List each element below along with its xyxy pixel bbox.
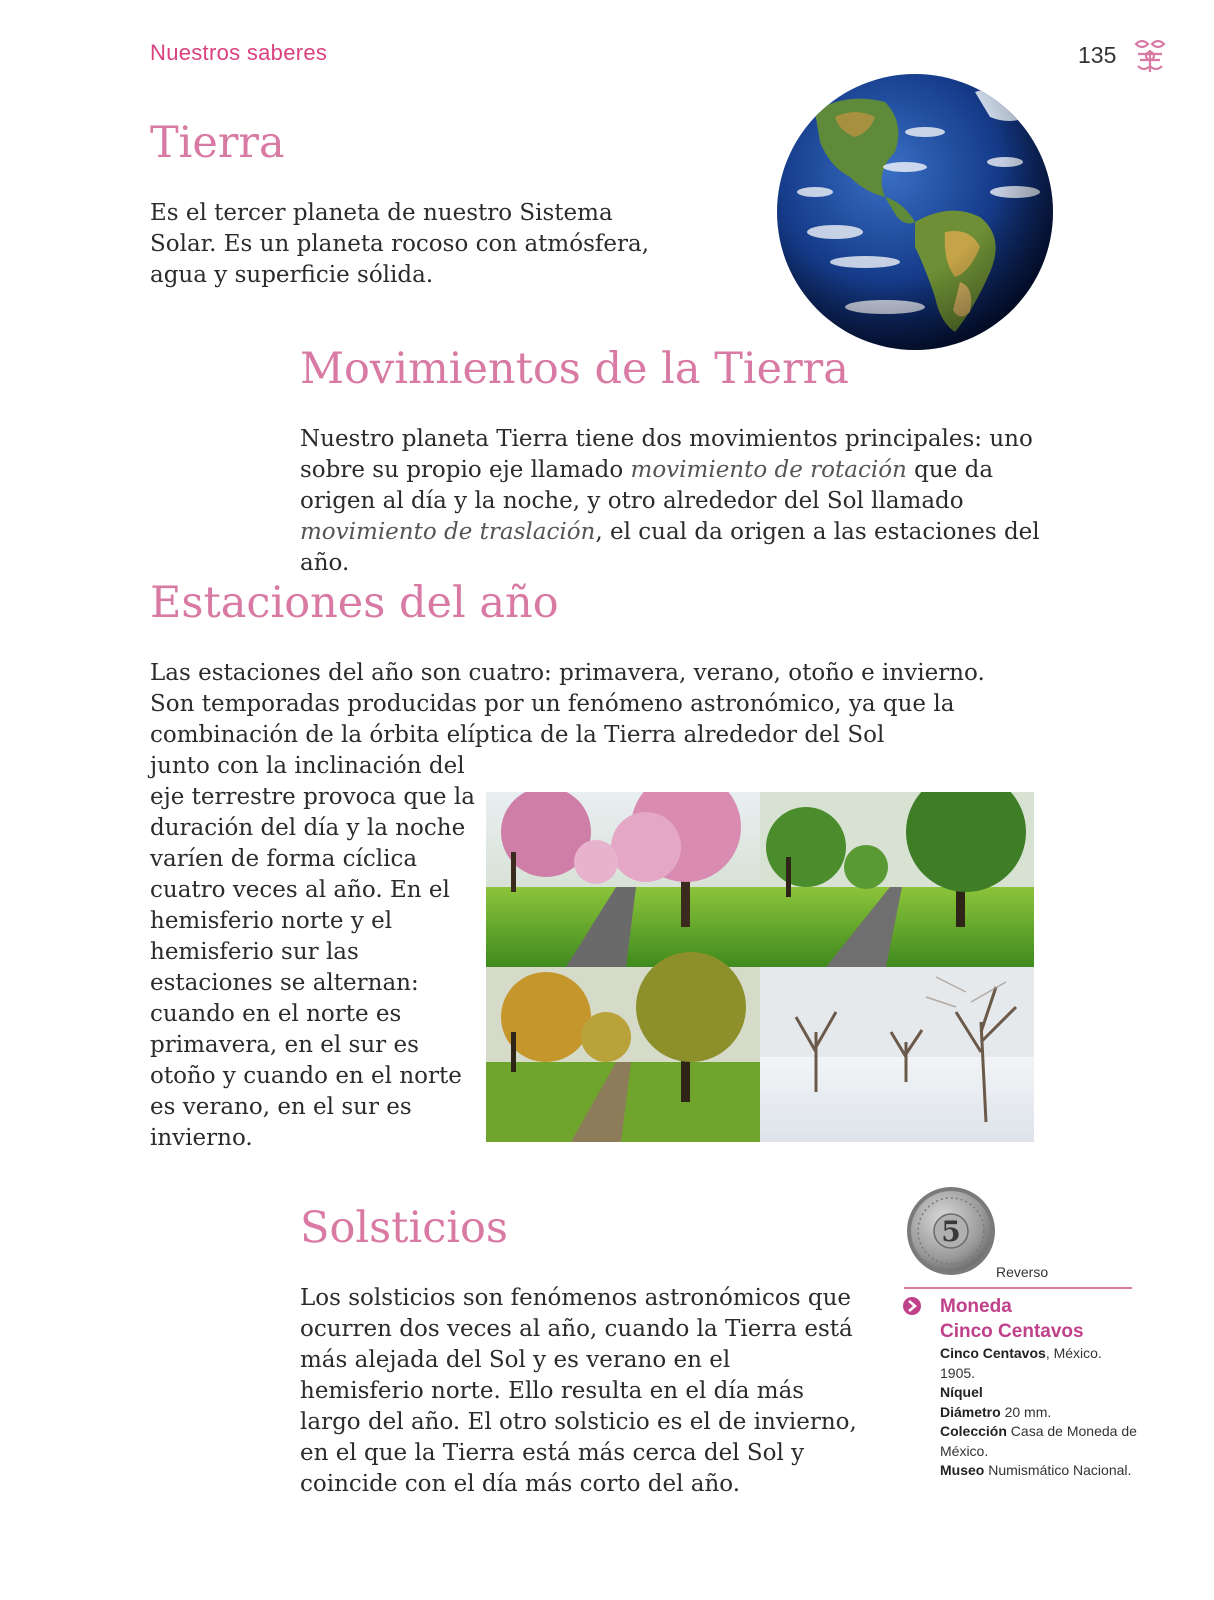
section-label: Nuestros saberes xyxy=(150,40,328,65)
heading-solsticios: Solsticios xyxy=(300,1203,508,1253)
heading-movimientos: Movimientos de la Tierra xyxy=(300,344,849,394)
coin-image xyxy=(906,1186,996,1276)
coin-title-1: Moneda xyxy=(940,1296,1012,1317)
coin-diameter: Diámetro 20 mm. xyxy=(940,1403,1052,1420)
divider xyxy=(904,1287,1132,1289)
autumn-panel xyxy=(486,952,760,1142)
seasons-image xyxy=(486,792,1034,1142)
globe-image xyxy=(775,72,1055,352)
paragraph-solsticios: Los solsticios son fenómenos astronómicos que ocurren dos veces al año, cuando la Tierra está más alejada del Sol y es verano en el hemisferio norte. Ello resulta en el día más largo del año. El otro solsticio es el de invierno, en el que la Tierra está más cerca del Sol y coincide con el día más corto del año. xyxy=(300,1285,857,1497)
heading-estaciones: Estaciones del año xyxy=(150,578,559,628)
heading-tierra: Tierra xyxy=(150,118,285,168)
winter-panel xyxy=(760,967,1034,1142)
coin-side-label: Reverso xyxy=(996,1264,1049,1280)
paragraph-estaciones-top: Las estaciones del año son cuatro: primavera, verano, otoño e invierno. Son temporadas producidas por un fenómeno astronómico, ya que la combinación de la órbita elíptica de la Tierra alrededor del Sol xyxy=(150,660,985,748)
page-number: 135 xyxy=(1078,42,1117,68)
coin-title-2: Cinco Centavos xyxy=(940,1321,1084,1342)
summer-panel xyxy=(760,792,1034,967)
term-rotacion: movimiento de rotación xyxy=(630,457,907,483)
coin-collection: Colección Casa de Moneda de México. xyxy=(940,1423,1137,1459)
coin-material: Níquel xyxy=(940,1384,983,1400)
term-traslacion: movimiento de traslación xyxy=(300,519,596,545)
paragraph-estaciones-left: junto con la inclinación del eje terrestre provoca que la duración del día y la noche varíen de forma cíclica cuatro veces al año. En el hemisferio norte y el hemisferio sur las estaciones se alternan: cuando en el norte es primavera, en el sur es otoño y cuando en el norte es verano, en el sur es invierno. xyxy=(150,753,475,1151)
coin-info-card xyxy=(940,1294,1140,1481)
coin-museum: Museo Numismático Nacional. xyxy=(940,1462,1132,1478)
spring-panel xyxy=(486,792,760,967)
chevron-right-icon xyxy=(902,1296,922,1316)
paragraph-tierra: Es el tercer planeta de nuestro Sistema Solar. Es un planeta rocoso con atmósfera, agua y superficie sólida. xyxy=(150,200,650,288)
ornament-icon xyxy=(1130,36,1170,76)
coin-denomination: 5 xyxy=(941,1215,961,1248)
paragraph-movimientos: Nuestro planeta Tierra tiene dos movimientos principales: uno sobre su propio eje llamado movimiento de rotación que da origen al día y la noche, y otro alrededor del Sol llamado movimiento de traslación, el cual da origen a las estaciones del año. xyxy=(300,426,1040,576)
coin-year: 1905. xyxy=(940,1364,976,1381)
coin-name-line: Cinco Centavos, México. xyxy=(940,1345,1102,1361)
